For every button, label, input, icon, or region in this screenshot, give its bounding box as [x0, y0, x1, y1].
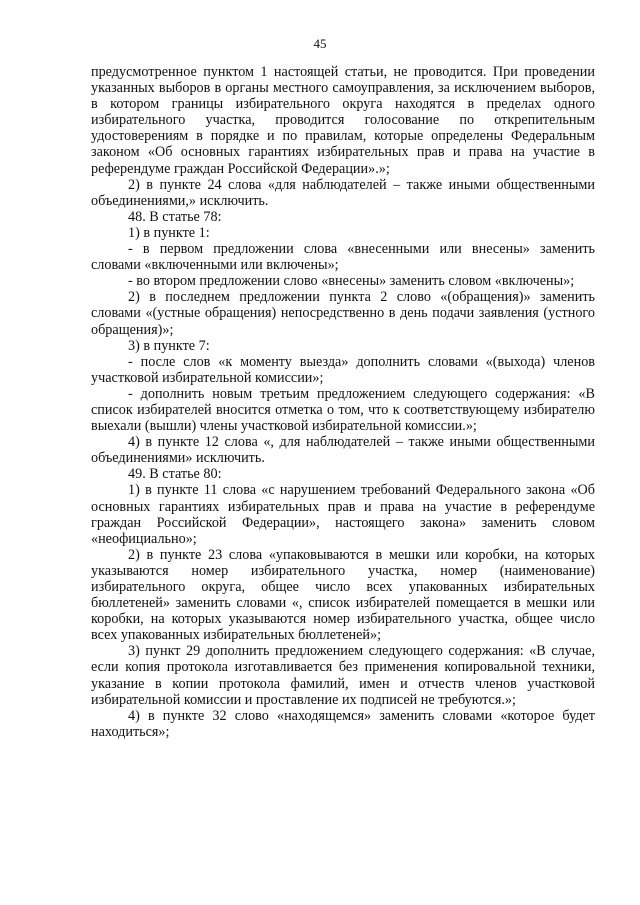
document-body — [91, 64, 595, 740]
paragraph: 3) пункт 29 дополнить предложением следующего содержания: «В случае, если копия протокола изготавливается без применения копировальной техники, указание в копии протокола фамилий, имен и отчеств членов участковой избирательной комиссии и проставление их подписей не требуются.»; — [91, 643, 595, 708]
paragraph: - во втором предложении слово «внесены» заменить словом «включены»; — [128, 273, 575, 290]
paragraph: 1) в пункте 11 слова «с нарушением требований Федерального закона «Об основных гарантиях избирательных прав и права на участие в референдуме граждан Российской Федерации», настоящего закона» заменить словом «неофициально»; — [91, 482, 595, 547]
paragraph: - после слов «к моменту выезда» дополнить словами «(выхода) членов участковой избирательной комиссии»; — [91, 353, 595, 386]
paragraph: 3) в пункте 7: — [128, 337, 210, 354]
section-heading: 49. В статье 80: — [128, 466, 222, 483]
paragraph: 4) в пункте 12 слова «, для наблюдателей – также иными общественными объединениями» исключить. — [91, 434, 595, 467]
page-number: 45 — [313, 36, 327, 51]
paragraph: 4) в пункте 32 слово «находящемся» заменить словами «которое будет находиться»; — [91, 707, 595, 740]
paragraph: 2) в последнем предложении пункта 2 слово «(обращения)» заменить словами «(устные обращения) непосредственно в день подачи заявления (устного обращения)»; — [91, 289, 595, 338]
paragraph: - дополнить новым третьим предложением следующего содержания: «В список избирателей вносится отметка о том, что к соответствующему избирателю выехали (вышли) члены участковой избирательной комиссии.»; — [91, 385, 595, 435]
paragraph: предусмотренное пунктом 1 настоящей статьи, не проводится. При проведении указанных выборов в органы местного самоуправления, за исключением выборов, в котором границы избирательного округа находятся в пределах одного избирательного участка, проводится голосование по открепительным удостоверениям в порядке и по правилам, которые определены Федеральным законом «Об основных гарантиях избирательных прав и права на участие в референдуме граждан Российской Федерации».»; — [91, 64, 595, 177]
paragraph: - в первом предложении слова «внесенными или внесены» заменить словами «включенными или включены»; — [91, 241, 595, 274]
section-heading: 48. В статье 78: — [128, 208, 222, 225]
paragraph: 2) в пункте 24 слова «для наблюдателей – также иными общественными объединениями,» исключить. — [91, 176, 595, 209]
paragraph: 2) в пункте 23 слова «упаковываются в мешки или коробки, на которых указываются номер избирательного участка, номер (наименование) избирательного округа, общее число всех упакованных избирательных бюллетеней» заменить словами «, список избирателей помещается в мешки или коробки, на которых указываются номер избирательного участка, общее число всех упакованных избирательных бюллетеней»; — [91, 546, 595, 644]
paragraph: 1) в пункте 1: — [128, 224, 210, 241]
